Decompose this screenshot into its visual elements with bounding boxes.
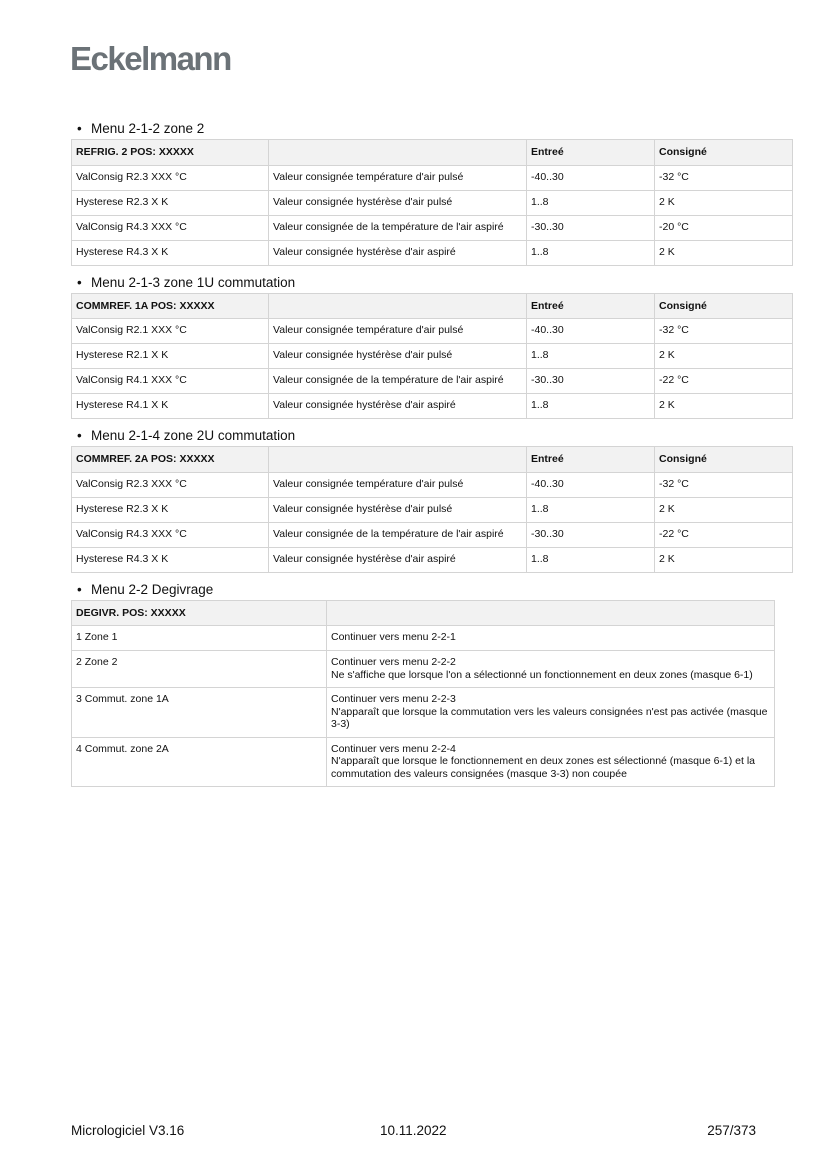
table-cell: 3 Commut. zone 1A <box>72 688 327 738</box>
bullet-icon: • <box>77 428 82 443</box>
table-cell: ValConsig R2.3 XXX °C <box>72 165 269 190</box>
table-cell: Valeur consignée de la température de l'air aspiré <box>269 522 527 547</box>
table-cell: Valeur consignée température d'air pulsé <box>269 319 527 344</box>
cell-note: N'apparaît que lorsque la commutation vers les valeurs consignées n'est pas activée (masque 3-3) <box>331 705 768 730</box>
table-cell: Valeur consignée température d'air pulsé <box>269 165 527 190</box>
table-cell: Valeur consignée de la température de l'air aspiré <box>269 215 527 240</box>
table-cell: 2 K <box>655 240 793 265</box>
section-title-menu-2-1-2: • Menu 2-1-2 zone 2 <box>77 121 205 136</box>
table-header-row <box>72 447 793 473</box>
table-cell: Valeur consignée hystérèse d'air aspiré <box>269 547 527 572</box>
table-cell: Valeur consignée hystérèse d'air aspiré <box>269 394 527 419</box>
table-cell: -22 °C <box>655 522 793 547</box>
header-cell <box>327 600 775 626</box>
header-cell: DEGIVR. POS: XXXXX <box>72 600 327 626</box>
table-cell: 4 Commut. zone 2A <box>72 737 327 787</box>
cell-note: N'apparaît que lorsque le fonctionnement en deux zones est sélectionné (masque 6-1) et la commutation des valeurs consignées (masque 3-3) non coupée <box>331 755 756 780</box>
table-cell: -20 °C <box>655 215 793 240</box>
table-cell: 1..8 <box>527 394 655 419</box>
header-cell: Consigné <box>655 293 793 319</box>
footer-firmware-version: Micrologiciel V3.16 <box>71 1123 185 1138</box>
header-cell <box>269 447 527 473</box>
table-row <box>72 626 775 651</box>
table-cell: ValConsig R2.1 XXX °C <box>72 319 269 344</box>
table-cell: ValConsig R4.3 XXX °C <box>72 215 269 240</box>
table-cell: -40..30 <box>527 165 655 190</box>
cell-line: Continuer vers menu 2-2-3 <box>331 693 456 705</box>
bullet-icon: • <box>77 121 82 136</box>
table-header-row <box>72 293 793 319</box>
table-cell: ValConsig R2.3 XXX °C <box>72 472 269 497</box>
table-row <box>72 369 793 394</box>
table-cell <box>327 737 775 787</box>
table-cell: Hysterese R2.3 X K <box>72 497 269 522</box>
table-cell: Valeur consignée hystérèse d'air aspiré <box>269 240 527 265</box>
header-cell: COMMREF. 1A POS: XXXXX <box>72 293 269 319</box>
table-cell: -40..30 <box>527 472 655 497</box>
table-row <box>72 190 793 215</box>
table-menu-2-1-3 <box>71 293 793 420</box>
table-cell: Hysterese R4.3 X K <box>72 547 269 572</box>
header-cell <box>269 293 527 319</box>
table-cell: 2 Zone 2 <box>72 651 327 688</box>
table-row <box>72 215 793 240</box>
header-cell: Consigné <box>655 140 793 166</box>
table-row <box>72 165 793 190</box>
page-content <box>71 120 768 795</box>
table-cell <box>327 651 775 688</box>
table-cell: -32 °C <box>655 319 793 344</box>
cell-line: Continuer vers menu 2-2-4 <box>331 742 456 755</box>
table-cell: Hysterese R4.1 X K <box>72 394 269 419</box>
header-cell: Entreé <box>527 293 655 319</box>
header-cell: REFRIG. 2 POS: XXXXX <box>72 140 269 166</box>
table-row <box>72 240 793 265</box>
table-cell: -32 °C <box>655 165 793 190</box>
table-cell: 1..8 <box>527 344 655 369</box>
table-row <box>72 472 793 497</box>
table-cell: 2 K <box>655 344 793 369</box>
footer-page-number: 257/373 <box>707 1123 756 1138</box>
table-menu-2-1-4 <box>71 446 793 573</box>
footer-date: 10.11.2022 <box>380 1123 447 1138</box>
header-cell: Entreé <box>527 447 655 473</box>
table-cell: -40..30 <box>527 319 655 344</box>
table-row <box>72 319 793 344</box>
table-menu-2-1-2 <box>71 139 793 266</box>
bullet-icon: • <box>77 581 82 597</box>
header-cell <box>269 140 527 166</box>
bullet-icon: • <box>77 274 82 290</box>
header-cell: Entreé <box>527 140 655 166</box>
table-row <box>72 737 775 787</box>
section-title-menu-2-1-4: • Menu 2-1-4 zone 2U commutation <box>77 428 296 443</box>
table-cell: 2 K <box>655 394 793 419</box>
table-cell: -30..30 <box>527 522 655 547</box>
table-cell: Hysterese R4.3 X K <box>72 240 269 265</box>
table-row <box>72 547 793 572</box>
table-cell: 2 K <box>655 497 793 522</box>
table-cell: ValConsig R4.3 XXX °C <box>72 522 269 547</box>
table-cell: Hysterese R2.1 X K <box>72 344 269 369</box>
table-cell: 1..8 <box>527 190 655 215</box>
table-row <box>72 344 793 369</box>
table-row <box>72 688 775 738</box>
section-title-menu-2-1-3: • Menu 2-1-3 zone 1U commutation <box>77 274 296 290</box>
table-header-row <box>72 600 775 626</box>
table-cell: Valeur consignée hystérèse d'air pulsé <box>269 190 527 215</box>
table-cell: Valeur consignée de la température de l'air aspiré <box>269 369 527 394</box>
table-cell: 1 Zone 1 <box>72 626 327 651</box>
cell-line: Continuer vers menu 2-2-1 <box>331 631 456 643</box>
table-cell: Valeur consignée température d'air pulsé <box>269 472 527 497</box>
table-row <box>72 522 793 547</box>
table-cell <box>327 626 775 651</box>
table-row <box>72 497 793 522</box>
table-row <box>72 394 793 419</box>
cell-note: Ne s'affiche que lorsque l'on a sélectionné un fonctionnement en deux zones (masque 6-1) <box>331 668 753 681</box>
table-cell: 1..8 <box>527 497 655 522</box>
table-cell <box>327 688 775 738</box>
cell-line: Continuer vers menu 2-2-2 <box>331 656 456 668</box>
header-cell: COMMREF. 2A POS: XXXXX <box>72 447 269 473</box>
table-cell: -32 °C <box>655 472 793 497</box>
table-cell: -30..30 <box>527 215 655 240</box>
page-footer <box>71 1123 756 1139</box>
table-row <box>72 651 775 688</box>
table-cell: 2 K <box>655 190 793 215</box>
table-cell: -30..30 <box>527 369 655 394</box>
table-cell: -22 °C <box>655 369 793 394</box>
eckelmann-logo: Eckelmann <box>70 40 231 77</box>
table-cell: 1..8 <box>527 547 655 572</box>
section-title-menu-2-2: • Menu 2-2 Degivrage <box>77 581 214 597</box>
table-cell: Hysterese R2.3 X K <box>72 190 269 215</box>
header-cell: Consigné <box>655 447 793 473</box>
table-header-row <box>72 140 793 166</box>
table-cell: 1..8 <box>527 240 655 265</box>
table-cell: ValConsig R4.1 XXX °C <box>72 369 269 394</box>
table-cell: 2 K <box>655 547 793 572</box>
table-menu-2-2 <box>71 600 775 788</box>
table-cell: Valeur consignée hystérèse d'air pulsé <box>269 344 527 369</box>
table-cell: Valeur consignée hystérèse d'air pulsé <box>269 497 527 522</box>
